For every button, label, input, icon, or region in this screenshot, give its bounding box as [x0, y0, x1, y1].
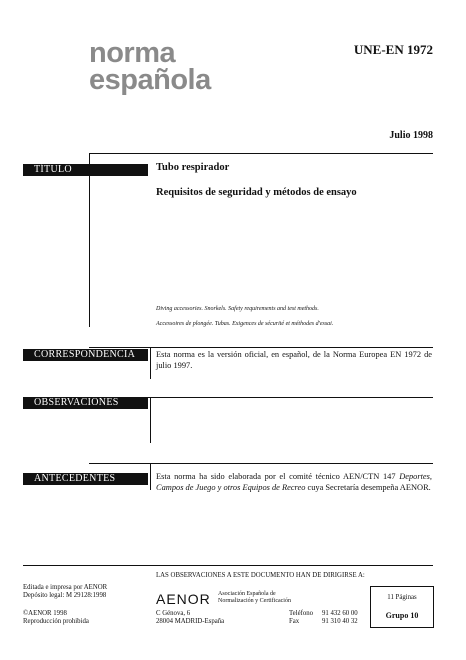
- document-title: Tubo respirador: [156, 162, 230, 173]
- antecedentes-hrule: [89, 463, 433, 464]
- address-line-2: 28004 MADRID-España: [156, 618, 225, 625]
- footer-address: [156, 610, 224, 626]
- address-line-1: C Génova, 6: [156, 610, 191, 617]
- antecedentes-rule: [150, 463, 151, 490]
- footer-edition: [23, 584, 107, 600]
- footer-observations-header: LAS OBSERVACIONES A ESTE DOCUMENTO HAN DE DIRIGIRSE A:: [156, 572, 365, 579]
- brand-line-1: norma: [89, 37, 176, 69]
- fax-number: 91 310 40 32: [322, 618, 358, 625]
- footer-contact-values: [322, 610, 358, 626]
- correspondencia-label: CORRESPONDENCIA: [23, 349, 148, 361]
- antecedentes-committee: Deportes, Campos de Juego y otros Equipos de Recreo: [156, 472, 432, 492]
- footer-contact-labels: [289, 610, 313, 626]
- aenor-org-name: [218, 591, 291, 605]
- fax-label: Fax: [289, 618, 300, 625]
- aenor-logo: AENOR: [156, 591, 211, 607]
- footer-copyright: ©AENOR 1998: [23, 610, 67, 617]
- titulo-rule: [89, 153, 90, 327]
- publication-date: Julio 1998: [389, 130, 433, 141]
- aenor-org-name-2: Normalización y Certificación: [218, 598, 291, 604]
- brand-logo: [89, 37, 211, 96]
- observaciones-label: OBSERVACIONES: [23, 397, 148, 409]
- footer-reproduction: Reproducción prohibida: [23, 618, 89, 625]
- french-title: Accessoires de plongée. Tubas. Exigences de sécurité et méthodes d'essai.: [156, 321, 334, 327]
- footer-rights: [23, 610, 89, 626]
- observaciones-rule: [150, 397, 151, 443]
- document-subtitle: Requisitos de seguridad y métodos de ensayo: [156, 187, 357, 198]
- correspondencia-hrule: [89, 347, 433, 348]
- phone-label: Teléfono: [289, 610, 314, 617]
- antecedentes-text: [156, 472, 432, 493]
- antecedentes-text-pre: Esta norma ha sido elaborada por el comité técnico AEN/CTN 147: [156, 472, 400, 481]
- correspondencia-text: Esta norma es la versión oficial, en español, de la Norma Europea EN 1972 de julio 1997.: [156, 350, 432, 370]
- titulo-label: TÍTULO: [23, 164, 148, 176]
- price-group: Grupo 10: [385, 611, 419, 620]
- footer-edited: Editada e impresa por AENOR: [23, 584, 108, 591]
- page-count: 11 Páginas: [387, 594, 417, 601]
- footer-deposit: Depósito legal: M 29128:1998: [23, 592, 107, 599]
- english-title: Diving accessories. Snorkels. Safety requirements and test methods.: [156, 306, 319, 312]
- phone-number: 91 432 60 00: [322, 610, 358, 617]
- brand-line-2: española: [89, 64, 211, 96]
- pages-group-box: [370, 586, 434, 628]
- footer-hrule: [23, 565, 433, 566]
- standard-code: UNE-EN 1972: [353, 42, 433, 57]
- antecedentes-text-post: cuya Secretaría desempeña AENOR.: [305, 482, 431, 492]
- antecedentes-label: ANTECEDENTES: [23, 473, 148, 485]
- aenor-org-name-1: Asociación Española de: [218, 591, 276, 597]
- correspondencia-rule: [150, 347, 151, 379]
- titulo-hrule: [89, 153, 433, 154]
